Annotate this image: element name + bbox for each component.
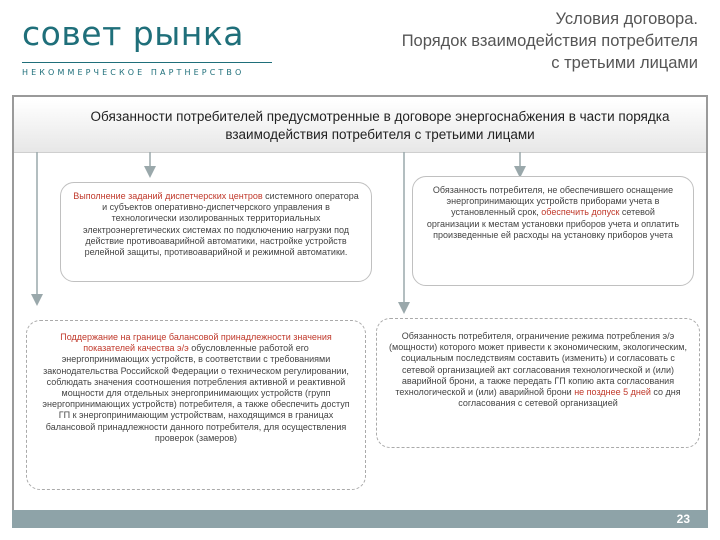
header-text: Обязанности потребителей предусмотренные в договоре энергоснабжения в части порядка взаимодействия потребителя с третьими лицами [90, 109, 670, 142]
duty-reserve-highlight: не позднее 5 дней [574, 387, 651, 398]
duty-dispatch-body: системного оператора и субъектов оперативно-диспетчерского управления в технологически изолированных территориальных электроэнергетических системах по подключению нагрузки под действие противоаварийной автоматики, настройке устройств релейной защиты, противоаварийной и режимной автоматики. [82, 191, 359, 258]
duty-quality-highlight: Поддержание на границе балансовой принадлежности значения показателей качества э/э [60, 332, 332, 354]
duty-metering-body-1: Обязанность потребителя, не обеспечившего оснащение энергопринимающих устройств приборами учета в установленный срок, [432, 185, 674, 218]
duty-quality-body: обусловленные работой его энергопринимающих устройств, в соответствии с требованиями законодательства Российской Федерации о техническом регулировании, соблюдать значения соотношения потребления активной и реактивной мощности для отдельных энергопринимающих устройств (групп энергопринимающих устройств) потребителя, а также обеспечить доступ ГП к энергопринимающим устройствам, находящимся в границах балансовой принадлежности данного потребителя, для осуществления проверок (замеров) [42, 343, 350, 443]
duty-reserve-text [377, 319, 699, 409]
duty-box-metering [412, 176, 694, 286]
title-line-2: Порядок взаимодействия потребителя [401, 32, 698, 50]
page-number: 23 [676, 512, 690, 526]
duty-dispatch-text [61, 183, 371, 258]
duty-metering-body-2: сетевой организации к местам установки приборов учета и оплатить произведенные ей расходы на установку приборов учета [426, 207, 680, 240]
duty-box-dispatch [60, 182, 372, 282]
duty-metering-text [413, 177, 693, 241]
duty-box-reserve [376, 318, 700, 448]
duty-quality-text [27, 321, 365, 444]
duty-metering-highlight: обеспечить допуск [541, 207, 620, 218]
duty-reserve-body-1: Обязанность потребителя, ограничение режима потребления э/э (мощности) которого может привести к экономическим, экологическим, социальным последствиям составить (изменить) и согласовать с сетевой организацией акт согласования технологической и (или) аварийной брони, а также передать ГП копию акта согласования технологической и (или) аварийной брони [389, 331, 687, 398]
duty-dispatch-highlight: Выполнение заданий диспетчерских центров [73, 191, 263, 201]
logo-wordmark: совет рынка [22, 14, 245, 53]
logo-subtitle: НЕКОММЕРЧЕСКОЕ ПАРТНЕРСТВО [22, 68, 245, 77]
footer-bar [12, 510, 708, 528]
title-line-1: Условия договора. [555, 10, 698, 28]
duty-reserve-body-2: со дня согласования с сетевой организацией [458, 387, 681, 409]
duty-box-quality [26, 320, 366, 490]
title-line-3: с третьими лицами [551, 54, 698, 72]
